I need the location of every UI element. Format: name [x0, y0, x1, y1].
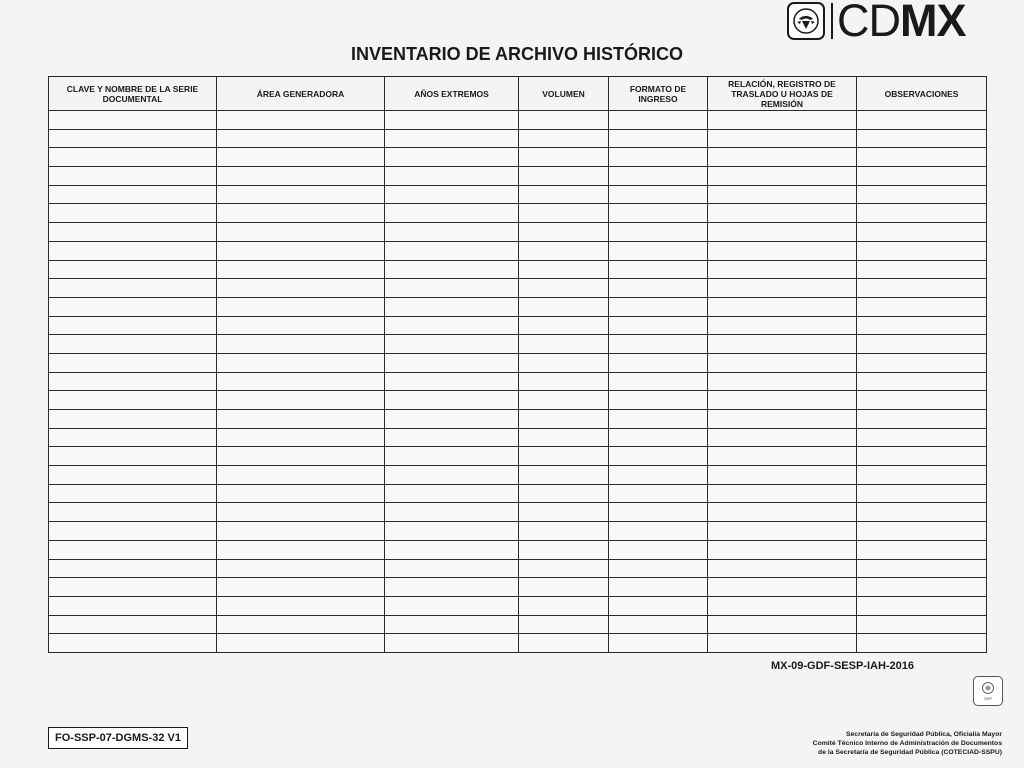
inventory-table	[48, 76, 987, 653]
table-cell[interactable]	[519, 260, 609, 279]
table-cell[interactable]	[519, 391, 609, 410]
page-title: INVENTARIO DE ARCHIVO HISTÓRICO	[350, 44, 683, 64]
table-cell[interactable]	[217, 447, 385, 466]
table-cell[interactable]	[49, 540, 217, 559]
table-cell[interactable]	[217, 372, 385, 391]
table-cell[interactable]	[708, 148, 857, 167]
table-cell[interactable]	[708, 204, 857, 223]
table-cell[interactable]	[609, 372, 708, 391]
table-cell[interactable]	[857, 391, 987, 410]
table-cell[interactable]	[519, 353, 609, 372]
table-cell[interactable]	[217, 316, 385, 335]
table-cell[interactable]	[609, 279, 708, 298]
table-cell[interactable]	[49, 111, 217, 130]
column-header-observaciones: OBSERVACIONES	[857, 77, 987, 111]
table-cell[interactable]	[708, 260, 857, 279]
table-cell[interactable]	[857, 279, 987, 298]
table-cell[interactable]	[857, 335, 987, 354]
table-cell[interactable]	[857, 503, 987, 522]
table-cell[interactable]	[49, 297, 217, 316]
table-cell[interactable]	[609, 466, 708, 485]
table-cell[interactable]	[609, 241, 708, 260]
table-row	[49, 185, 987, 204]
table-header-row	[49, 77, 987, 111]
table-cell[interactable]	[217, 410, 385, 429]
logo-wordmark	[837, 0, 966, 46]
table-cell[interactable]	[857, 559, 987, 578]
table-cell[interactable]	[609, 167, 708, 186]
table-cell[interactable]	[217, 578, 385, 597]
table-cell[interactable]	[857, 410, 987, 429]
logo-text-thin: CD	[837, 0, 900, 46]
table-row	[49, 391, 987, 410]
table-cell[interactable]	[857, 615, 987, 634]
table-cell[interactable]	[385, 148, 519, 167]
table-cell[interactable]	[385, 428, 519, 447]
table-cell[interactable]	[49, 129, 217, 148]
table-cell[interactable]	[519, 484, 609, 503]
table-body	[49, 111, 987, 653]
table-row	[49, 372, 987, 391]
table-cell[interactable]	[217, 503, 385, 522]
table-cell[interactable]	[49, 223, 217, 242]
table-cell[interactable]	[217, 129, 385, 148]
table-cell[interactable]	[519, 204, 609, 223]
table-cell[interactable]	[609, 335, 708, 354]
code-reference: MX-09-GDF-SESP-IAH-2016	[771, 660, 915, 672]
column-header-volumen: VOLUMEN	[519, 77, 609, 111]
table-cell[interactable]	[857, 578, 987, 597]
table-cell[interactable]	[857, 297, 987, 316]
table-cell[interactable]	[385, 279, 519, 298]
table-cell[interactable]	[49, 279, 217, 298]
table-cell[interactable]	[857, 129, 987, 148]
table-row	[49, 522, 987, 541]
table-cell[interactable]	[519, 615, 609, 634]
column-header-formato: FORMATO DE INGRESO	[609, 77, 708, 111]
table-cell[interactable]	[49, 410, 217, 429]
table-row	[49, 540, 987, 559]
table-row	[49, 484, 987, 503]
table-cell[interactable]	[385, 503, 519, 522]
table-cell[interactable]	[217, 148, 385, 167]
footer-line-1: Secretaría de Seguridad Pública, Oficialía Mayor	[845, 731, 1002, 738]
table-cell[interactable]	[857, 484, 987, 503]
footer-line-2: Comité Técnico Interno de Administración de Documentos	[812, 740, 1002, 747]
table-cell[interactable]	[519, 503, 609, 522]
table-row	[49, 335, 987, 354]
table-cell[interactable]	[385, 634, 519, 653]
table-cell[interactable]	[385, 167, 519, 186]
table-cell[interactable]	[609, 578, 708, 597]
table-cell[interactable]	[708, 522, 857, 541]
table-cell[interactable]	[708, 410, 857, 429]
logo-divider	[831, 3, 833, 39]
table-cell[interactable]	[519, 447, 609, 466]
table-cell[interactable]	[385, 223, 519, 242]
table-cell[interactable]	[519, 167, 609, 186]
table-cell[interactable]	[49, 167, 217, 186]
table-cell[interactable]	[609, 185, 708, 204]
table-cell[interactable]	[609, 522, 708, 541]
table-cell[interactable]	[49, 447, 217, 466]
table-cell[interactable]	[519, 129, 609, 148]
table-cell[interactable]	[519, 428, 609, 447]
table-cell[interactable]	[519, 335, 609, 354]
table-cell[interactable]	[385, 466, 519, 485]
table-cell[interactable]	[49, 260, 217, 279]
table-cell[interactable]	[857, 316, 987, 335]
table-cell[interactable]	[609, 484, 708, 503]
table-cell[interactable]	[385, 372, 519, 391]
table-cell[interactable]	[609, 353, 708, 372]
table-row	[49, 204, 987, 223]
table-cell[interactable]	[49, 578, 217, 597]
table-cell[interactable]	[857, 223, 987, 242]
table-cell[interactable]	[857, 353, 987, 372]
table-cell[interactable]	[49, 353, 217, 372]
table-cell[interactable]	[708, 316, 857, 335]
column-header-relacion: RELACIÓN, REGISTRO DE TRASLADO U HOJAS DE REMISIÓN	[708, 77, 857, 111]
table-cell[interactable]	[385, 335, 519, 354]
table-row	[49, 279, 987, 298]
table-cell[interactable]	[385, 129, 519, 148]
table-cell[interactable]	[519, 111, 609, 130]
table-cell[interactable]	[708, 559, 857, 578]
table-cell[interactable]	[609, 316, 708, 335]
table-row	[49, 241, 987, 260]
table-cell[interactable]	[217, 634, 385, 653]
table-cell[interactable]	[609, 503, 708, 522]
table-cell[interactable]	[708, 615, 857, 634]
table-cell[interactable]	[609, 634, 708, 653]
table-cell[interactable]	[217, 297, 385, 316]
table-cell[interactable]	[708, 634, 857, 653]
table-cell[interactable]	[385, 111, 519, 130]
table-cell[interactable]	[49, 204, 217, 223]
table-cell[interactable]	[49, 559, 217, 578]
table-row	[49, 410, 987, 429]
table-cell[interactable]	[519, 223, 609, 242]
table-cell[interactable]	[708, 185, 857, 204]
table-cell[interactable]	[519, 578, 609, 597]
table-cell[interactable]	[519, 372, 609, 391]
table-cell[interactable]	[217, 428, 385, 447]
table-cell[interactable]	[857, 167, 987, 186]
table-cell[interactable]	[385, 316, 519, 335]
table-cell[interactable]	[49, 466, 217, 485]
table-cell[interactable]	[217, 391, 385, 410]
table-cell[interactable]	[609, 559, 708, 578]
table-cell[interactable]	[857, 596, 987, 615]
table-cell[interactable]	[609, 391, 708, 410]
table-row	[49, 129, 987, 148]
table-cell[interactable]	[385, 353, 519, 372]
table-row	[49, 297, 987, 316]
table-cell[interactable]	[519, 241, 609, 260]
table-cell[interactable]	[708, 111, 857, 130]
table-row	[49, 148, 987, 167]
table-cell[interactable]	[49, 484, 217, 503]
table-row	[49, 260, 987, 279]
footer-credits	[813, 730, 1002, 757]
table-cell[interactable]	[217, 185, 385, 204]
table-cell[interactable]	[609, 297, 708, 316]
table-cell[interactable]	[217, 522, 385, 541]
table-cell[interactable]	[217, 540, 385, 559]
cdmx-logo	[787, 0, 1007, 46]
table-cell[interactable]	[385, 297, 519, 316]
table-cell[interactable]	[49, 335, 217, 354]
column-header-anos: AÑOS EXTREMOS	[385, 77, 519, 111]
table-cell[interactable]	[49, 185, 217, 204]
table-cell[interactable]	[708, 129, 857, 148]
badge-icon	[981, 681, 995, 695]
table-cell[interactable]	[217, 466, 385, 485]
table-cell[interactable]	[857, 185, 987, 204]
table-cell[interactable]	[217, 223, 385, 242]
footer-line-3: de la Secretaría de Seguridad Pública (COTECIAD-SSPU)	[818, 749, 1002, 756]
table-row	[49, 503, 987, 522]
logo-text-bold: MX	[900, 0, 966, 46]
table-cell[interactable]	[609, 447, 708, 466]
table-cell[interactable]	[217, 260, 385, 279]
table-cell[interactable]	[217, 615, 385, 634]
table-cell[interactable]	[385, 260, 519, 279]
table-cell[interactable]	[609, 260, 708, 279]
table-row	[49, 615, 987, 634]
table-cell[interactable]	[609, 129, 708, 148]
table-cell[interactable]	[609, 148, 708, 167]
table-cell[interactable]	[385, 185, 519, 204]
table-cell[interactable]	[519, 559, 609, 578]
table-cell[interactable]	[49, 316, 217, 335]
table-cell[interactable]	[519, 316, 609, 335]
table-cell[interactable]	[857, 148, 987, 167]
table-cell[interactable]	[519, 540, 609, 559]
table-cell[interactable]	[708, 540, 857, 559]
table-cell[interactable]	[708, 335, 857, 354]
table-cell[interactable]	[49, 241, 217, 260]
table-cell[interactable]	[49, 428, 217, 447]
table-cell[interactable]	[217, 559, 385, 578]
table-cell[interactable]	[708, 223, 857, 242]
table-cell[interactable]	[217, 353, 385, 372]
table-cell[interactable]	[857, 260, 987, 279]
table-row	[49, 428, 987, 447]
table-cell[interactable]	[857, 372, 987, 391]
column-header-serie: CLAVE Y NOMBRE DE LA SERIE DOCUMENTAL	[49, 77, 217, 111]
table-row	[49, 223, 987, 242]
table-row	[49, 559, 987, 578]
table-row	[49, 447, 987, 466]
table-cell[interactable]	[857, 428, 987, 447]
table-cell[interactable]	[217, 279, 385, 298]
table-cell[interactable]	[519, 634, 609, 653]
table-cell[interactable]	[708, 167, 857, 186]
table-cell[interactable]	[857, 634, 987, 653]
table-cell[interactable]	[49, 615, 217, 634]
table-cell[interactable]	[385, 447, 519, 466]
table-cell[interactable]	[385, 578, 519, 597]
table-cell[interactable]	[708, 484, 857, 503]
table-cell[interactable]	[609, 223, 708, 242]
table-cell[interactable]	[708, 466, 857, 485]
table-cell[interactable]	[708, 428, 857, 447]
column-header-area: ÁREA GENERADORA	[217, 77, 385, 111]
table-cell[interactable]	[708, 503, 857, 522]
table-cell[interactable]	[49, 503, 217, 522]
table-cell[interactable]	[609, 596, 708, 615]
table-row	[49, 167, 987, 186]
table-cell[interactable]	[49, 372, 217, 391]
table-row	[49, 353, 987, 372]
stamp-label: SSP	[983, 696, 992, 701]
table-cell[interactable]	[49, 596, 217, 615]
table-row	[49, 466, 987, 485]
table-cell[interactable]	[519, 297, 609, 316]
table-cell[interactable]	[217, 335, 385, 354]
table-cell[interactable]	[708, 447, 857, 466]
table-cell[interactable]	[708, 596, 857, 615]
table-cell[interactable]	[708, 353, 857, 372]
table-cell[interactable]	[385, 391, 519, 410]
table-cell[interactable]	[519, 596, 609, 615]
table-cell[interactable]	[385, 484, 519, 503]
table-cell[interactable]	[609, 540, 708, 559]
table-cell[interactable]	[519, 522, 609, 541]
table-cell[interactable]	[519, 185, 609, 204]
table-cell[interactable]	[708, 241, 857, 260]
table-cell[interactable]	[385, 540, 519, 559]
table-cell[interactable]	[49, 148, 217, 167]
table-cell[interactable]	[857, 522, 987, 541]
table-cell[interactable]	[385, 596, 519, 615]
table-cell[interactable]	[385, 204, 519, 223]
table-cell[interactable]	[708, 297, 857, 316]
table-row	[49, 596, 987, 615]
table-cell[interactable]	[857, 111, 987, 130]
table-cell[interactable]	[385, 615, 519, 634]
table-cell[interactable]	[857, 540, 987, 559]
table-cell[interactable]	[385, 522, 519, 541]
table-cell[interactable]	[857, 204, 987, 223]
table-cell[interactable]	[609, 428, 708, 447]
table-cell[interactable]	[708, 578, 857, 597]
table-cell[interactable]	[519, 410, 609, 429]
table-row	[49, 316, 987, 335]
table-row	[49, 111, 987, 130]
table-cell[interactable]	[609, 410, 708, 429]
table-cell[interactable]	[217, 484, 385, 503]
table-cell[interactable]	[708, 279, 857, 298]
table-cell[interactable]	[609, 111, 708, 130]
table-cell[interactable]	[217, 167, 385, 186]
table-cell[interactable]	[385, 410, 519, 429]
table-cell[interactable]	[49, 522, 217, 541]
table-cell[interactable]	[385, 559, 519, 578]
table-cell[interactable]	[385, 241, 519, 260]
table-cell[interactable]	[519, 148, 609, 167]
table-cell[interactable]	[217, 596, 385, 615]
table-cell[interactable]	[708, 391, 857, 410]
table-cell[interactable]	[519, 466, 609, 485]
table-cell[interactable]	[519, 279, 609, 298]
table-cell[interactable]	[708, 372, 857, 391]
table-cell[interactable]	[217, 111, 385, 130]
table-cell[interactable]	[217, 204, 385, 223]
table-cell[interactable]	[857, 241, 987, 260]
city-seal-icon	[787, 2, 825, 40]
table-cell[interactable]	[857, 447, 987, 466]
table-cell[interactable]	[857, 466, 987, 485]
table-row	[49, 634, 987, 653]
table-cell[interactable]	[609, 615, 708, 634]
ssp-stamp	[973, 676, 1003, 706]
table-cell[interactable]	[217, 241, 385, 260]
table-cell[interactable]	[49, 391, 217, 410]
table-row	[49, 578, 987, 597]
table-cell[interactable]	[609, 204, 708, 223]
form-code-box: FO-SSP-07-DGMS-32 V1	[48, 727, 188, 749]
table-cell[interactable]	[49, 634, 217, 653]
